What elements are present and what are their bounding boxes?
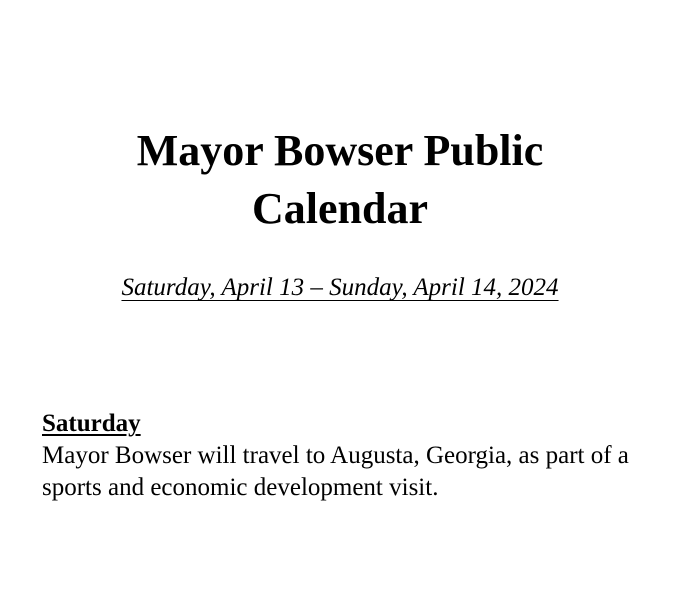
page-title-line-1: Mayor Bowser Public — [136, 126, 544, 175]
date-range — [0, 272, 680, 304]
schedule-day-saturday — [42, 408, 662, 504]
page-title-line-2: Calendar — [252, 184, 428, 233]
page-title — [0, 122, 680, 238]
date-range-text: Saturday, April 13 – Sunday, April 14, 2024 — [121, 274, 559, 301]
day-heading: Saturday — [42, 410, 141, 437]
day-description: Mayor Bowser will travel to Augusta, Georgia, as part of a sports and economic development visit. — [42, 442, 629, 501]
